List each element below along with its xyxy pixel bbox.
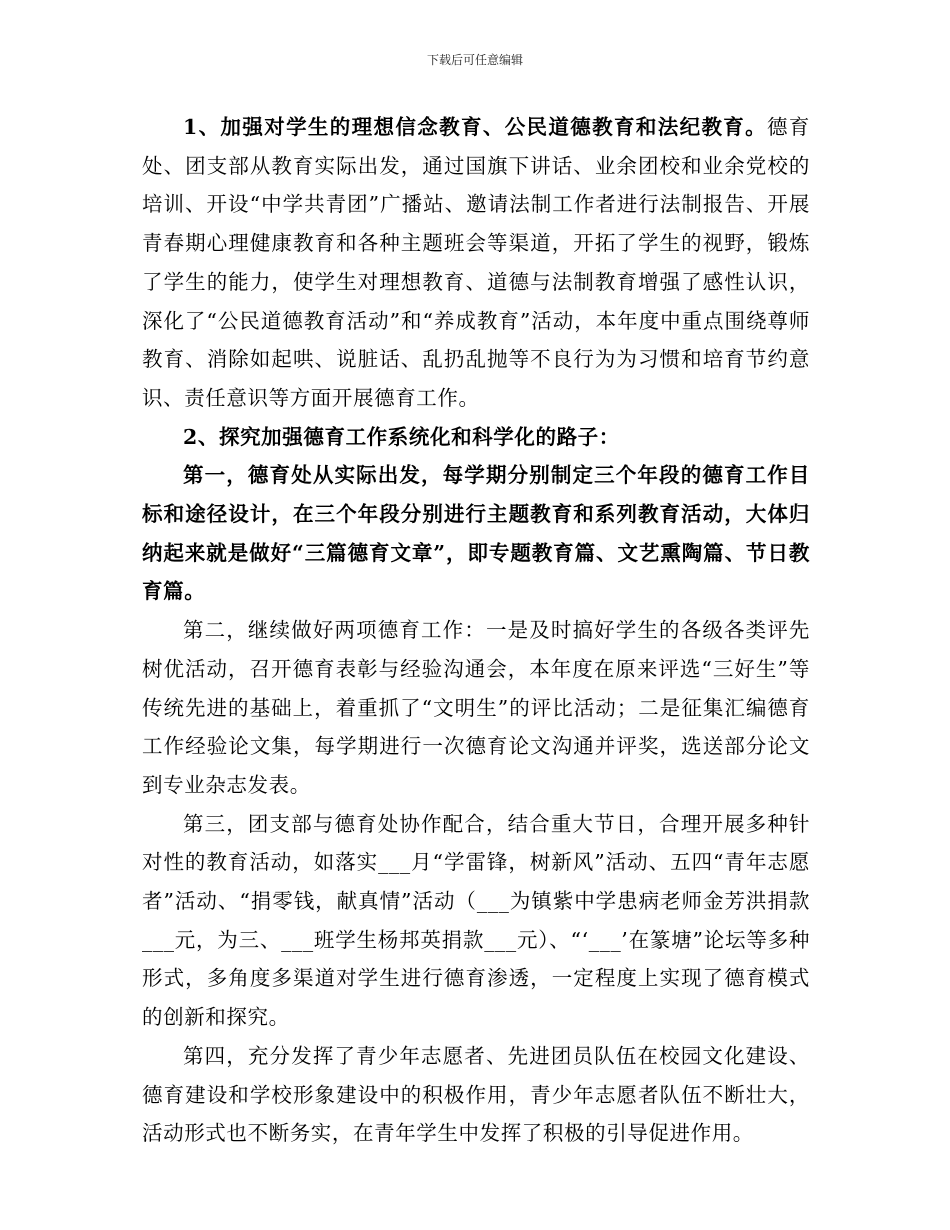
paragraph-6: 第四，充分发挥了青少年志愿者、先进团员队伍在校园文化建设、德育建设和学校形象建设中的积极作用，青少年志愿者队伍不断壮大，活动形式也不断务实，在青年学生中发挥了积极的引导促进作用。 <box>142 1043 810 1146</box>
paragraph-1 <box>142 108 810 418</box>
paragraph-4: 第二，继续做好两项德育工作：一是及时搞好学生的各级各类评先树优活动，召开德育表彰与经验沟通会，本年度在原来评选“三好生”等传统先进的基础上，着重抓了“文明生”的评比活动；二是征集汇编德育工作经验论文集，每学期进行一次德育论文沟通并评奖，选送部分论文到专业杂志发表。 <box>142 618 810 797</box>
paragraph-1-heading: 1、加强对学生的理想信念教育、公民道德教育和法纪教育。 <box>183 115 768 139</box>
page-header: 下载后可任意编辑 <box>426 53 523 67</box>
document-body <box>142 108 810 1153</box>
paragraph-1-text: 德育处、团支部从教育实际出发，通过国旗下讲话、业余团校和业余党校的培训、开设“中学共青团”广播站、邀请法制工作者进行法制报告、开展青春期心理健康教育和各种主题班会等渠道，开拓了学生的视野，锻炼了学生的能力，使学生对理想教育、道德与法制教育增强了感性认识，深化了“公民道德教育活动”和“养成教育”活动，本年度中重点围绕尊师教育、消除如起哄、说脏话、乱扔乱抛等不良行为为习惯和培育节约意识、责任意识等方面开展德育工作。 <box>142 115 810 410</box>
paragraph-5: 第三，团支部与德育处协作配合，结合重大节日，合理开展多种针对性的教育活动，如落实___月“学雷锋，树新风”活动、五四“青年志愿者”活动、“捐零钱，献真情”活动（___为镇紫中学患病老师金芳洪捐款___元，为三、___班学生杨邦英捐款___元）、“‘___’在篆塘”论坛等多种形式，多角度多渠道对学生进行德育渗透，一定程度上实现了德育模式的创新和探究。 <box>142 811 810 1030</box>
paragraph-2-heading: 2、探究加强德育工作系统化和科学化的路子： <box>183 424 620 449</box>
paragraph-3: 第一，德育处从实际出发，每学期分别制定三个年段的德育工作目标和途径设计，在三个年段分别进行主题教育和系列教育活动，大体归纳起来就是做好“三篇德育文章”，即专题教育篇、文艺熏陶篇、节日教育篇。 <box>142 463 810 604</box>
